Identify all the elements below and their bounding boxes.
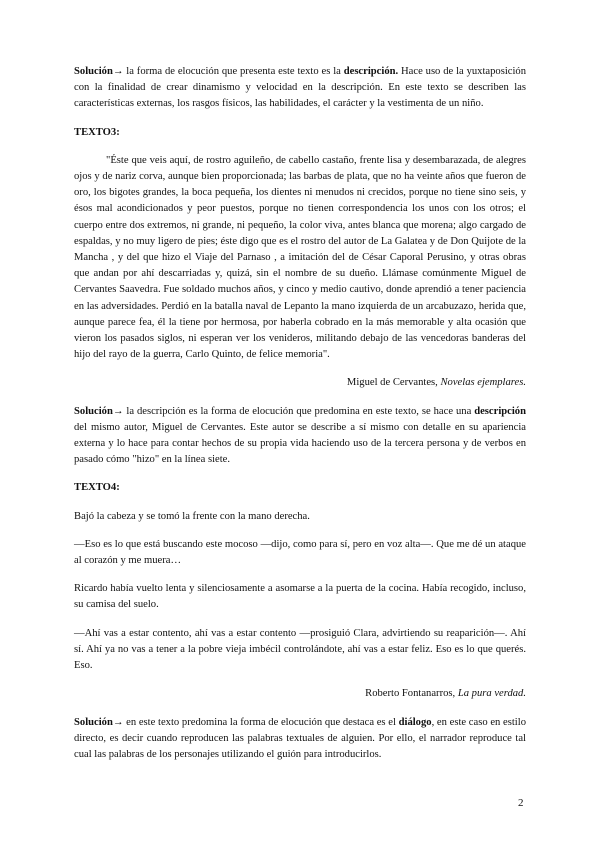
attribution-author: Miguel de Cervantes, bbox=[346, 377, 441, 389]
solution-text: la descripción es la forma de elocución que predomina en este texto, se hace una bbox=[123, 405, 475, 417]
solution-label: Solución bbox=[74, 66, 113, 77]
solution-text: la forma de elocución que presenta este texto es la bbox=[123, 66, 344, 77]
arrow-glyph: → bbox=[112, 405, 124, 417]
solution-text: del mismo autor, Miguel de Cervantes. Este autor se describe a sí mismo con detalle en su apariencia externa y lo hace para contar hechos de su propia vida haciendo uso de la tercera persona y de verbos en pasado cómo "hizo" en la línea siete. bbox=[74, 421, 526, 466]
solution-label: Solución bbox=[74, 405, 113, 417]
narrative-paragraph: Ricardo había vuelto lenta y silenciosamente a asomarse a la puerta de la cocina. Había recogido, incluso, su camisa del suelo. bbox=[74, 583, 526, 611]
attribution-work: Novelas ejemplares. bbox=[440, 377, 526, 389]
attribution bbox=[74, 375, 526, 391]
document-page bbox=[74, 64, 526, 763]
solution-label: Solución bbox=[74, 716, 113, 728]
keyword: descripción. bbox=[343, 66, 399, 77]
solution-paragraph-1 bbox=[74, 64, 526, 113]
attribution-work: La pura verdad. bbox=[457, 688, 526, 700]
solution-paragraph-2 bbox=[74, 404, 526, 469]
page-number: 2 bbox=[518, 797, 524, 809]
dialogue-paragraph: —Ahí vas a estar contento, ahí vas a estar contento —prosiguió Clara, advirtiendo su reaparición—. Ahí sí. Ahí ya no vas a tener a la pobre vieja imbécil controlándote, ahí vas a estar feliz. Eso es lo que querés. Eso. bbox=[74, 627, 526, 672]
dialogue-paragraph: —Eso es lo que está buscando este mocoso —dijo, como para sí, pero en voz alta—. Que me dé un ataque al corazón y me muera… bbox=[74, 538, 526, 567]
solution-paragraph-3 bbox=[74, 715, 526, 764]
narrative-paragraph: Bajó la cabeza y se tomó la frente con la mano derecha. bbox=[74, 510, 310, 522]
keyword: descripción bbox=[474, 405, 526, 417]
section-heading-texto4: TEXTO4: bbox=[74, 482, 120, 494]
solution-text: Hace uso de la yuxtaposición con la finalidad de crear dinamismo y velocidad en la descripción. En este texto se describen las características externas, los rasgos físicos, las habilidades, el carácter y la vestimenta de un niño. bbox=[74, 66, 527, 110]
quote-paragraph: "Éste que veis aquí, de rostro aguileño, de cabello castaño, frente lisa y desembarazada, de alegres ojos y de nariz corva, aunque bien proporcionada; las barbas de plata, que no ha veinte años que fueron de oro, los bigotes grandes, la boca pequeña, los dientes ni menudos ni crecidos, porque no tiene sino seis, y ésos mal acondicionados y peor puestos, porque no tienen correspondencia los unos con los otros; el cuerpo entre dos extremos, ni grande, ni pequeño, la color viva, antes blanca que morena; algo cargado de espaldas, y no muy ligero de pies; éste digo que es el rostro del autor de La Galatea y de Don Quijote de la Mancha , y del que hizo el Viaje del Parnaso , a imitación del de César Caporal Perusino, y otras obras que andan por ahí descarriadas y, quizá, sin el nombre de su dueño. Llámase comúnmente Miguel de Cervantes Saavedra. Fue soldado muchos años, y cinco y medio cautivo, donde aprendió a tener paciencia en las adversidades. Perdió en la batalla naval de Lepanto la mano izquierda de un arcabuzazo, herida que, aunque parece fea, él la tiene por hermosa, por haberla cobrado en la más memorable y alta ocasión que vieron los pasados siglos, ni esperan ver los venideros, militando debajo de las vencedoras banderas del hijo del rayo de la guerra, Carlo Quinto, de felice memoria". bbox=[74, 154, 526, 361]
section-heading-texto3: TEXTO3: bbox=[74, 126, 120, 138]
solution-text: en este texto predomina la forma de elocución que destaca es el bbox=[123, 716, 399, 728]
attribution-author: Roberto Fontanarros, bbox=[365, 688, 458, 700]
arrow-glyph: → bbox=[112, 66, 124, 77]
keyword: diálogo bbox=[398, 716, 432, 728]
arrow-glyph: → bbox=[112, 716, 124, 728]
attribution bbox=[74, 686, 526, 702]
solution-text: , en este caso en estilo directo, es decir cuando reproducen las palabras textuales de alguien. Por ello, el narrador reproduce tal cual las palabras de los personajes utilizando el guión para introducirlos. bbox=[74, 716, 526, 760]
